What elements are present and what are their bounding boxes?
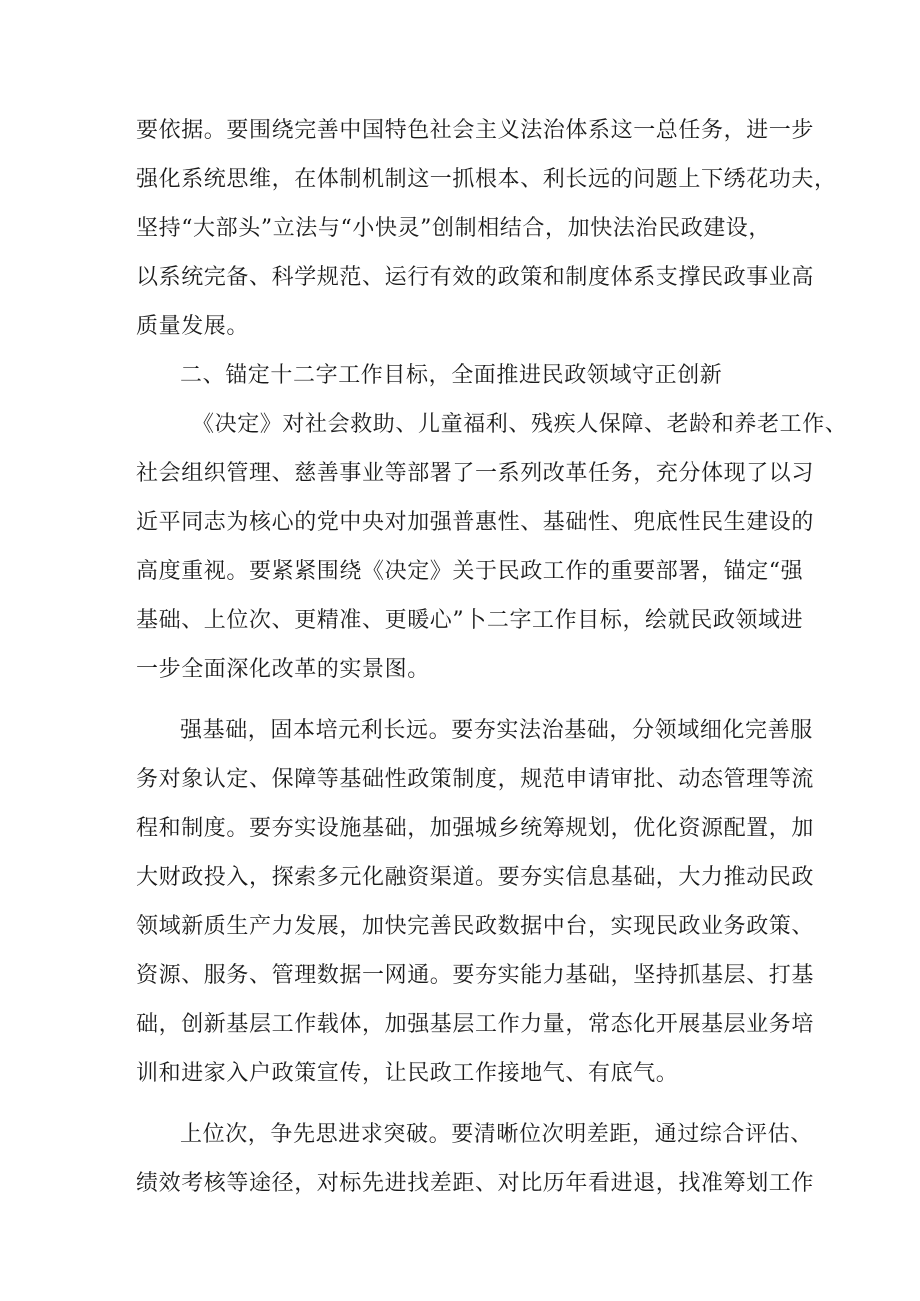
paragraph-4 xyxy=(136,1110,815,1208)
text-line: 一步全面深化改革的实景图。 xyxy=(136,657,430,682)
text-line: 高度重视。要紧紧围绕《决定》关于民政工作的重要部署，锚定“强 xyxy=(136,559,804,584)
text-line: 大财政投入，探索多元化融资渠道。要夯实信息基础，大力推动民政 xyxy=(136,865,815,890)
text-line: 强基础，固本培元利长远。要夯实法治基础，分领域细化完善服 xyxy=(180,718,813,743)
text-line: 以系统完备、科学规范、运行有效的政策和制度体系支撑民政事业高 xyxy=(136,265,815,290)
text-line: 资源、服务、管理数据一网通。要夯实能力基础，坚持抓基层、打基 xyxy=(136,963,815,988)
document-body xyxy=(136,106,848,1208)
text-line: 社会组织管理、慈善事业等部署了一系列改革任务，充分体现了以习 xyxy=(136,461,815,486)
text-line: 强化系统思维，在体制机制这一抓根本、利长远的问题上下绣花功夫， xyxy=(136,167,837,192)
text-line: 基础、上位次、更精准、更暖心”卜二字工作目标，绘就民政领域进 xyxy=(136,608,804,633)
section-heading: 二、锚定十二字工作目标，全面推进民政领域守正创新 xyxy=(180,363,723,388)
text-line: 质量发展。 xyxy=(136,314,250,339)
text-line: 《决定》对社会救助、儿童福利、残疾人保障、老龄和养老工作、 xyxy=(192,412,848,437)
text-line: 近平同志为核心的党中央对加强普惠性、基础性、兜底性民生建设的 xyxy=(136,510,815,535)
text-line: 要依据。要围绕完善中国特色社会主义法治体系这一总任务，进一步 xyxy=(136,118,815,143)
paragraph-2 xyxy=(136,400,848,694)
text-line: 础，创新基层工作载体，加强基层工作力量，常态化开展基层业务培 xyxy=(136,1012,815,1037)
text-line: 领域新质生产力发展，加快完善民政数据中台，实现民政业务政策、 xyxy=(136,914,815,939)
text-line: 绩效考核等途径，对标先进找差距、对比历年看进退，找准筹划工作 xyxy=(136,1171,815,1196)
text-line: 程和制度。要夯实设施基础，加强城乡统筹规划，优化资源配置，加 xyxy=(136,816,815,841)
paragraph-1 xyxy=(136,106,837,351)
text-line: 坚持“大部头”立法与“小快灵”创制相结合，加快法治民政建设， xyxy=(136,216,771,241)
text-line: 上位次，争先思进求突破。要清晰位次明差距，通过综合评估、 xyxy=(180,1122,813,1147)
text-line: 训和进家入户政策宣传，让民政工作接地气、有底气。 xyxy=(136,1061,679,1086)
paragraph-3 xyxy=(136,706,815,1098)
text-line: 务对象认定、保障等基础性政策制度，规范申请审批、动态管理等流 xyxy=(136,767,815,792)
